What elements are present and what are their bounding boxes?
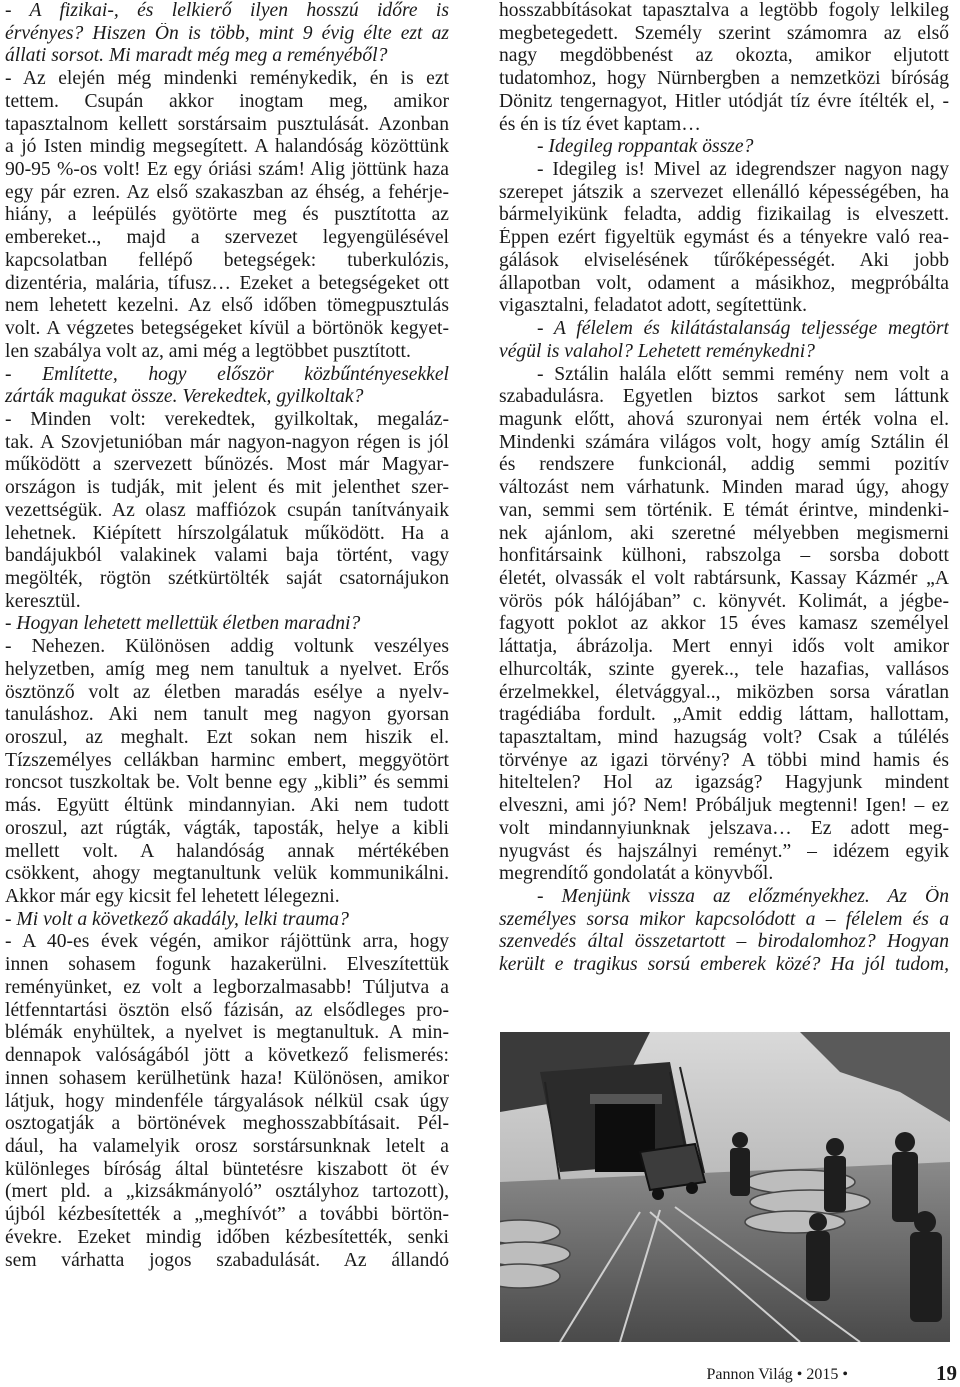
text-line: bármelyikünk feladta, addig fizikailag is elveszett. [499,204,949,226]
text-line: szabadulásra. Egyetlen biztos sarkot sem láttunk [499,386,949,408]
text-line: Akkor már egy kicsit fel lehetett lélegezni. [5,886,340,908]
text-line: megrendítő gondolatát a könyvből. [499,863,774,885]
text-line: fagyott poklot az akkor 15 éves kamasz személyel [499,613,949,635]
text-line: került e tragikus sorsú emberek közé? Ha jól tudom, [499,954,949,976]
text-line: ösztönző volt az életben maradás esélye a nyelv- [5,681,449,703]
text-line: nek ajánlom, aki szeretné mélyebben megismerni [499,522,949,544]
text-line: végül is valahol? Lehetett reménykedni? [499,340,815,362]
text-line: megbetegedett. Személy szerint számomra az első [499,22,949,44]
text-line: - Az elején még mindenki reménykedik, én is ezt [5,68,449,90]
text-line: tettem. Csupán akkor inogtam meg, amikor [5,90,449,112]
text-line: hiteltelen? Hol az igazság? Hagyjunk mindent [499,772,949,794]
text-line: elhurcolták, szinte gyerek.., tele hazafias, vallásos [499,658,949,680]
text-line: zárták magukat össze. Verekedtek, gyilkoltak? [5,386,364,408]
text-line: - Menjünk vissza az előzményekhez. Az Ön [537,886,949,908]
text-line: bandájukból valakinek valami baja történt, vagy [5,545,449,567]
text-line: állapotban volt, odament a másikhoz, megpróbálta [499,272,949,294]
text-line: látjuk, hogy mindenféle tárgyalások nélkül csak úgy [5,1090,449,1112]
text-line: magunk előtt, ahová szuronyai nem érték volna el. [499,408,949,430]
text-line: - A fizikai-, és lelkierő ilyen hosszú időre is [5,0,449,21]
text-line: tapasztalnom kellett sorstársaim pusztulását. Azonban [5,113,449,135]
text-line: - Sztálin halála előtt semmi remény nem volt a [537,363,949,385]
text-line: dául, ha valamelyik orosz sorstársunknak letelt a [5,1135,449,1157]
right-text-column [499,0,949,977]
text-line: - Mi volt a következő akadály, lelki trauma? [5,908,349,930]
text-line: mellett volt. A halandóság annak mértékében [5,840,449,862]
text-line: tragédiába fordult. „Amit eddig láttam, hallottam, [499,704,949,726]
text-line: len szabálya volt az, ami még a legtöbbet pusztított. [5,340,411,362]
text-line: oroszul, azt rúgták, vágták, taposták, helye a kibli [5,817,449,839]
text-line: keresztül. [5,590,81,612]
text-line: szenvedés által összetartott – birodalomhoz? Hogyan [499,931,949,953]
text-line: innen sohasem fogunk hazakerülni. Elveszítettük [5,954,449,976]
text-line: Éppen ezért figyeltük egymást és a tényekre való rea- [499,227,949,249]
text-line: dennapok valóságából jött a következő felismerés: [5,1045,449,1067]
text-line: évekre. Ezeket mindig időben kézbesítették, senki [5,1226,449,1248]
text-line: érzelmekkel, életvággyal.., miközben sorsa váratlan [499,681,949,703]
text-line: láttatja, ábrázolja. Mert ennyi idős volt amikor [499,636,949,658]
labor-camp-photo [500,1032,950,1342]
text-line: Tízszemélyes cellákban harminc embert, meggyötört [5,749,449,771]
text-line: blémák enyhültek, a nyelvet is megtanultuk. A min- [5,1022,449,1044]
text-line: vörös pók hálójában” c. könyvét. Kolimát, a jégbe- [499,590,949,612]
text-line: - Idegileg is! Mivel az idegrendszer nagyon nagy [537,159,949,181]
text-line: Dönitz tengernagyot, Hitler utódját tíz évre ítélték el, - [499,90,949,112]
text-line: honfitársaink külhoni, rabszolga – sorsba dobott [499,545,949,567]
text-line: létfenntartási ösztön első fázisán, az elsődleges pro- [5,999,449,1021]
text-line: helyzetben, amíg meg nem tanultuk a nyelvet. Erős [5,658,449,680]
text-line: innen sohasem kerülhetünk haza! Különösen, amikor [5,1067,449,1089]
labor-camp-photo-icon [500,1032,950,1342]
text-line: gálások elviselésének tűrőképességét. Aki jobb [499,249,949,271]
text-line: elveszni, ami jó? Nem! Próbáljuk megtenni! Igen! – ez [499,795,949,817]
text-line: törvénye az igazi törvény? A többi mind hamis és [499,749,949,771]
left-text-column [5,0,449,1272]
publication-info: Pannon Világ • 2015 • [706,1366,848,1383]
text-line: hosszabbításokat tapasztalva a legtöbb fogoly lelkileg [499,0,949,21]
text-line: és rendszere funkcionál, addig semmi pozitív [499,454,949,476]
text-line: tapasztaltam, mind hazugság volt? Csak a túlélés [499,727,949,748]
text-line: vigasztalni, feladatot adott, segítettünk. [499,295,807,317]
text-line: és én is tíz évet kaptam… [499,113,701,135]
text-line: működött a szervezett bűnözés. Most már Magyar- [5,454,449,476]
text-line: szerepet játszik a szervezet ellenálló képességében, ha [499,181,949,203]
text-line: embereket.., majd a szervezet legyengülésével [5,227,449,249]
text-line: lehetnek. Kiépített hírszolgálatuk működött. Ha a [5,522,449,544]
text-line: kapcsolatban fellépő betegségek: tuberkulózis, [5,249,449,271]
text-line: állati sorsot. Mi maradt még meg a reményéből? [5,45,388,67]
text-line: - A félelem és kilátástalanság teljessége megtört [537,318,949,340]
text-line: más. Együtt éltünk mindannyian. Aki nem tudott [5,795,449,817]
text-line: egy pár ezren. Az első szakaszban az éhség, a fehérje- [5,181,449,203]
text-line: - A 40-es évek végén, amikor rájöttünk arra, hogy [5,931,449,953]
text-line: nem lehetett kezelni. Az első időben tömegpusztulás [5,295,449,317]
text-line: megölték, rögtön szétkürtölték saját csatornájukon [5,567,449,589]
text-line: változást nem várhatunk. Minden marad úgy, ahogy [499,477,949,499]
text-line: életét, olvassák el volt rabtársunk, Kassay Kázmér „A [499,567,949,589]
text-line: hiány, a leépülés gyötörte meg és pusztította az [5,204,449,226]
text-line: sem várhatta jogos szabadulását. Az állandó [5,1249,449,1271]
text-line: - Nehezen. Különösen addig voltunk veszélyes [5,636,449,658]
text-line: országon is tudják, mit jelent és mit jelenthet szer- [5,477,449,499]
text-line: volt mindannyiunknak jelszava… Ez adott meg- [499,817,949,839]
text-line: - Hogyan lehetett mellettük életben maradni? [5,613,361,635]
text-line: különleges bíróság által büntetésre kiszabott öt év [5,1158,449,1180]
text-line: van, semmi sem történik. E témát érintve, mindenki- [499,499,949,521]
text-line: - Említette, hogy először közbűntényesekkel [5,363,449,385]
text-line: érvényes? Hiszen Ön is több, mint 9 évig élte ezt az [5,22,449,44]
text-line: tak. A Szovjetunióban már nagyon-nagyon régen is jól [5,431,449,453]
text-line: csökkent, ahogy megtanultunk velük kommunikálni. [5,863,449,885]
text-line: Mindenki számára világos volt, hogy amíg Sztálin él [499,431,949,453]
text-line: osztogatják a börtönévek meghosszabbításait. Pél- [5,1113,449,1135]
text-line: volt. A végzetes betegségeket kívül a börtönök kegyet- [5,318,449,340]
text-line: tudatomhoz, hogy Nürnbergben a nemzetközi bíróság [499,68,949,90]
text-line: nyugvást és hajszálnyi reményt.” – idézem egyik [499,840,949,862]
page-number: 19 [936,1361,957,1385]
text-line: (mert pld. a „kizsákmányoló” osztályhoz tartozott), [5,1181,449,1203]
text-line: személyes sorsa mikor kapcsolódott a – félelem és a [499,908,949,930]
text-line: dizentéria, malária, tífusz… Ezeket a betegségeket ott [5,272,449,294]
text-line: újból kézbesítették a „meghívót” a további börtön- [5,1204,449,1226]
text-line: oroszul, az meghalt. Ezt sokan nem hiszik el. [5,727,449,748]
text-line: tanuláshoz. Aki nem tanult meg nagyon gyorsan [5,704,449,726]
text-line: - Minden volt: verekedtek, gyilkoltak, megaláz- [5,408,449,430]
text-line: a jó Isten mindig megsegített. A halandóság közöttünk [5,136,449,158]
text-line: roncsot tuszkoltak be. Volt benne egy „kibli” és semmi [5,772,449,794]
text-line: reményünket, ez volt a legborzalmasabb! Túljutva a [5,976,449,998]
text-line: - Idegileg roppantak össze? [537,136,754,158]
text-line: 90-95 %-os volt! Ez egy óriási szám! Alig jöttünk haza [5,159,449,181]
text-line: nagy megdöbbenést az okozta, amikor eljutott [499,45,949,67]
page-footer [0,1362,960,1387]
text-line: vezettségük. Az olasz maffiózok csupán tanítványaik [5,499,449,521]
